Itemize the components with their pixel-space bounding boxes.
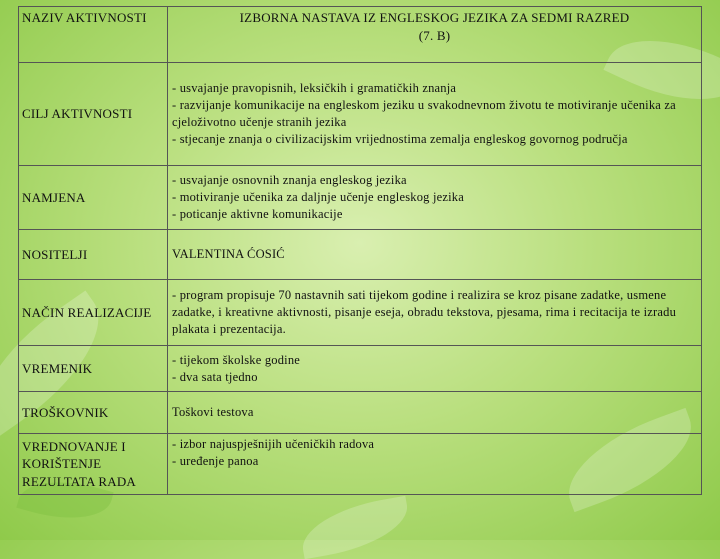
content-line: - razvijanje komunikacije na engleskom jeziku u svakodnevnom životu te motiviranje učenika za cjeloživotno učenje stranih jezika — [172, 98, 676, 129]
content-line: VALENTINA ĆOSIĆ — [172, 247, 285, 262]
row-content — [168, 280, 702, 346]
row-label: NAČIN REALIZACIJE — [19, 280, 168, 346]
row-content — [168, 434, 702, 495]
table-row-vrednovanje — [19, 434, 702, 495]
table-row-vremenik — [19, 346, 702, 392]
header-label: NAZIV AKTIVNOSTI — [19, 7, 168, 63]
content-line: - program propisuje 70 nastavnih sati tijekom godine i realizira se kroz pisane zadatke, usmene zadatke, i kreativne aktivnosti, pisanje eseja, obradu tekstova, pjesama, rima i recitacija te izradu plakata i prezentacija. — [172, 288, 677, 336]
table-row-cilj — [19, 63, 702, 166]
header-title-line: IZBORNA NASTAVA IZ ENGLESKOG JEZIKA ZA SEDMI RAZRED — [239, 10, 630, 25]
row-content — [168, 392, 702, 434]
row-label: TROŠKOVNIK — [19, 392, 168, 434]
content-line: - poticanje aktivne komunikacije — [172, 206, 343, 221]
content-line: - uređenje panoa — [172, 453, 259, 468]
table-row-nositelji — [19, 230, 702, 280]
content-line: - usvajanje pravopisnih, leksičkih i gramatičkih znanja — [172, 81, 457, 96]
header-title — [168, 7, 702, 63]
row-label: CILJ AKTIVNOSTI — [19, 63, 168, 166]
row-label: NAMJENA — [19, 166, 168, 230]
table-row-troskovnik — [19, 392, 702, 434]
content-line: - motiviranje učenika za daljnje učenje engleskog jezika — [172, 190, 464, 205]
content-line: - tijekom školske godine — [172, 352, 301, 367]
row-content — [168, 63, 702, 166]
table-row-namjena — [19, 166, 702, 230]
header-title-line: (7. B) — [418, 27, 451, 43]
decorative-leaf — [297, 496, 413, 559]
row-label: VREMENIK — [19, 346, 168, 392]
header-row — [19, 7, 702, 63]
activity-table — [18, 6, 702, 495]
content-line: - izbor najuspješnijih učeničkih radova — [172, 437, 375, 451]
row-label: NOSITELJI — [19, 230, 168, 280]
content-line: - stjecanje znanja o civilizacijskim vrijednostima zemalja engleskog govornog područja — [172, 131, 628, 146]
content-line: - dva sata tjedno — [172, 369, 258, 384]
row-content — [168, 230, 702, 280]
content-line: - usvajanje osnovnih znanja engleskog jezika — [172, 173, 407, 188]
row-content — [168, 346, 702, 392]
table-row-nacin-realizacije — [19, 280, 702, 346]
row-content — [168, 166, 702, 230]
row-label: VREDNOVANJE I KORIŠTENJE REZULTATA RADA — [19, 434, 168, 495]
content-line: Toškovi testova — [172, 405, 254, 420]
